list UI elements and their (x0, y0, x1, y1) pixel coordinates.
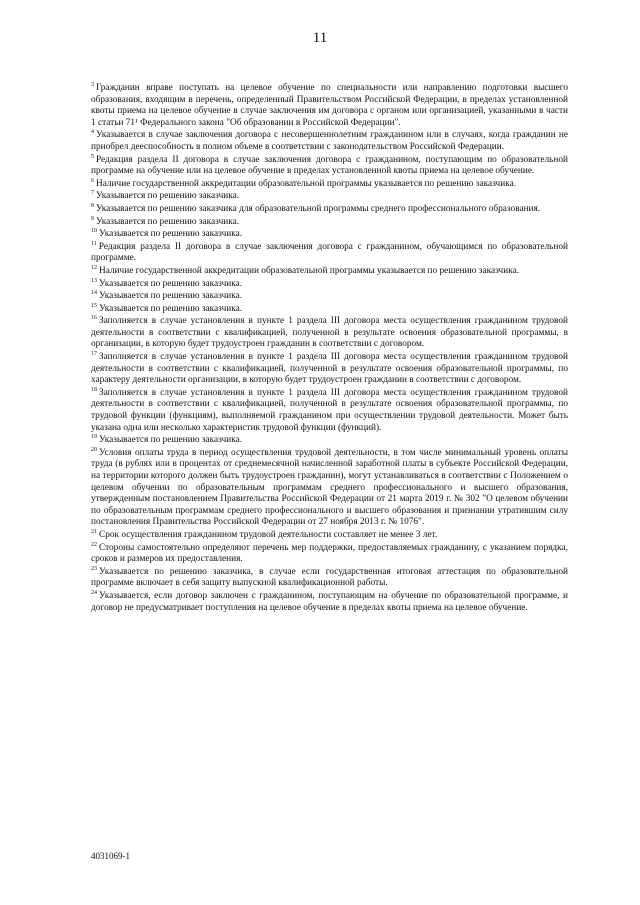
footnote (91, 83, 568, 129)
footnote (91, 291, 568, 303)
footnote-text: Указывается по решению заказчика. (96, 191, 240, 202)
footnote (91, 316, 568, 351)
footnote (91, 217, 568, 229)
page-number: 11 (312, 30, 328, 46)
footnote (91, 567, 568, 590)
footnote-number: 7 (91, 190, 94, 197)
footnote-number: 6 (91, 177, 94, 184)
footnotes-list (91, 83, 568, 615)
footnote (91, 448, 568, 529)
footnote (91, 352, 568, 387)
footnote-number: 11 (91, 240, 97, 247)
footnote-text: Заполняется в случае установления в пункте 1 раздела III договора места осуществления гражданином трудовой деятельности в соответствии с квалификацией, полученной в результате освоения образовательной программы, по характеру деятельности организации, в которую будет трудоустроен гражданин в соответствии с договором. (91, 352, 568, 386)
footnote-number: 21 (91, 528, 97, 535)
footnote-text: Указывается по решению заказчика, в случае если государственная итоговая аттестация по образовательной программе включает в себя защиту выпускной квалификационной работы. (91, 566, 568, 589)
document-code: 4031069-1 (91, 851, 130, 861)
footnote-number: 12 (91, 264, 97, 271)
footnote-text: Указывается по решению заказчика. (99, 291, 243, 302)
footnote-number: 14 (91, 290, 97, 297)
footnote-text: Наличие государственной аккредитации образовательной программы указывается по решению заказчика. (96, 178, 517, 189)
footnote (91, 530, 568, 542)
footnote-text: Заполняется в случае установления в пункте 1 раздела III договора места осуществления гражданином трудовой деятельности в соответствии с квалификацией, полученной в результате освоения образовательной программы, по трудовой функции (функциям), выполняемой гражданином при осуществлении трудовой деятельности. Может быть указана одна или несколько характеристик трудовой функции (функций). (91, 387, 568, 433)
footnote-text: Условия оплаты труда в период осуществления трудовой деятельности, в том числе минимальный уровень оплаты труда (в рублях или в процентах от среднемесячной начисленной заработной платы в субъекте Российской Федерации, на территории которого должен быть трудоустроен гражданин), могут устанавливаться в соответствии с Положением о целевом обучении по образовательным программам среднего профессионального и высшего образования, утвержденным постановлением Правительства Российской Федерации от 21 марта 2019 г. № 302 "О целевом обучении по образовательным программам среднего профессионального и высшего образования и признании утратившим силу постановления Правительства Российской Федерации от 27 ноября 2013 г. № 1076". (91, 447, 568, 528)
footnote-text: Указывается в случае заключения договора с несовершеннолетним гражданином или в случаях, когда гражданин не приобрел дееспособность в полном объеме в соответствии с законодательством Российской Федерации. (91, 130, 568, 152)
footnote-text: Редакция раздела II договора в случае заключения договора с гражданином, поступающим по образовательной программе на обучение или на целевое обучение в пределах установленной квоты приема на целевое обучение. (91, 154, 568, 177)
footnote-text: Указывается по решению заказчика. (99, 229, 243, 240)
footnote (91, 266, 568, 278)
footnote-number: 4 (91, 129, 94, 136)
footnote-number: 8 (91, 202, 94, 209)
footnote-text: Указывается по решению заказчика. (99, 435, 243, 446)
footnote-text: Стороны самостоятельно определяют перечень мер поддержки, предоставляемых гражданину, с указанием порядка, сроков и размеров их предоставления. (91, 542, 568, 565)
footnote-text: Указывается по решению заказчика. (99, 303, 243, 314)
footnote (91, 304, 568, 316)
footnote (91, 279, 568, 291)
footnote-text: Указывается по решению заказчика. (99, 278, 243, 289)
footnote-number: 9 (91, 215, 94, 222)
footnote-text: Указывается по решению заказчика. (96, 216, 240, 227)
footnote-number: 3 (91, 82, 94, 88)
footnote (91, 155, 568, 178)
footnote-number: 19 (91, 434, 97, 441)
footnote (91, 435, 568, 447)
footnote (91, 543, 568, 566)
footnote-number: 23 (91, 565, 97, 572)
footnote-number: 20 (91, 446, 97, 453)
footnote-text: Гражданин вправе поступать на целевое обучение по специальности или направлению подготовки высшего образования, входящим в перечень, определенный Правительством Российской Федерации, в пределах установленной квоты приема на целевое обучение в случае заключения им договора с органом или организацией, указанными в части 1 статьи 71¹ Федерального закона "Об образовании в Российской Федерации". (91, 83, 568, 128)
footnote-text: Указывается, если договор заключен с гражданином, поступающим на обучение по образовательной программе, и договор не предусматривает поступления на целевое обучение в пределах квоты приема на целевое обучение. (91, 590, 568, 613)
footnote (91, 242, 568, 265)
footnote-number: 17 (91, 351, 97, 358)
footnote (91, 179, 568, 191)
footnote-number: 13 (91, 277, 97, 284)
footnote-number: 15 (91, 302, 97, 309)
footnote-number: 5 (91, 153, 94, 160)
footnote-number: 10 (91, 228, 97, 235)
footnote (91, 591, 568, 614)
footnote-text: Наличие государственной аккредитации образовательной программы указывается по решению заказчика. (99, 265, 520, 276)
footnote-text: Редакция раздела II договора в случае заключения договора с гражданином, обучающимся по образовательной программе. (91, 241, 568, 264)
footnote (91, 388, 568, 434)
footnote-text: Указывается по решению заказчика для образовательной программы среднего профессионального образования. (96, 203, 541, 214)
footnote-number: 24 (91, 589, 97, 596)
footnote (91, 191, 568, 203)
footnote-text: Срок осуществления гражданином трудовой деятельности составляет не менее 3 лет. (99, 529, 438, 540)
footnote-number: 22 (91, 541, 97, 548)
footnote (91, 204, 568, 216)
footnote (91, 229, 568, 241)
footnote (91, 130, 568, 153)
footnote-number: 18 (91, 386, 97, 393)
footnote-text: Заполняется в случае установления в пункте 1 раздела III договора места осуществления гражданином трудовой деятельности в соответствии с квалификацией, полученной в результате освоения образовательной программы, в организации, в которую будет трудоустроен гражданин в соответствии с договором. (91, 316, 568, 350)
footnote-number: 16 (91, 315, 97, 322)
